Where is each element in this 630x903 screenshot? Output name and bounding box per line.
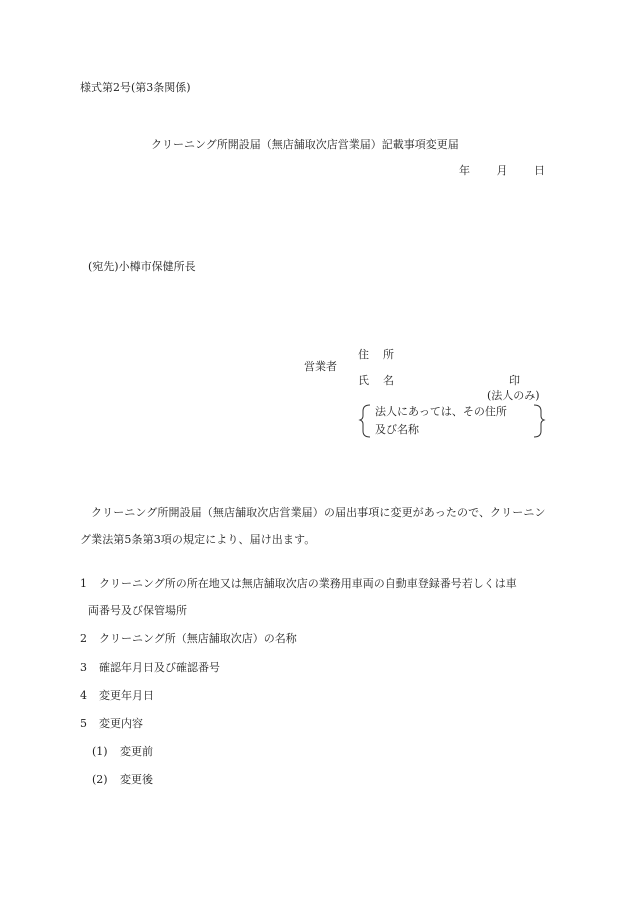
applicant-label: 営業者 [304, 360, 337, 373]
corporate-note [358, 403, 546, 439]
list-item-text: クリーニング所の所在地又は無店舗取次店の業務用車両の自動車登録番号若しくは車 [99, 577, 517, 590]
name-label-char-2: 名 [383, 374, 394, 387]
sub-item-text: 変更前 [120, 745, 153, 758]
corporate-note-line-1: 法人にあっては、その住所 [375, 405, 507, 418]
date-year-label: 年 [459, 164, 470, 177]
list-item-number: 3 [80, 661, 87, 674]
sub-item-number: (2) [92, 773, 108, 786]
list-item-text: クリーニング所（無店舗取次店）の名称 [99, 632, 297, 645]
list-item-number: 2 [80, 632, 87, 645]
body-paragraph [80, 499, 550, 553]
name-label-char-1: 氏 [358, 374, 369, 387]
addressee: (宛先)小樽市保健所長 [88, 260, 196, 273]
list-item-number: 5 [80, 717, 87, 730]
corporate-note-line-2: 及び名称 [375, 423, 419, 436]
document-title: クリーニング所開設届（無店舗取次店営業届）記載事項変更届 [151, 138, 459, 151]
name-label [358, 375, 394, 386]
sub-item-number: (1) [92, 745, 108, 758]
list-item-text: 変更内容 [99, 717, 143, 730]
address-label-char-1: 住 [358, 348, 369, 361]
list-item-1-continuation: 両番号及び保管場所 [88, 604, 187, 617]
list-item-number: 1 [80, 577, 87, 590]
date-line [459, 165, 545, 176]
list-item-text: 確認年月日及び確認番号 [99, 661, 220, 674]
list-item-number: 4 [80, 689, 87, 702]
date-month-label: 月 [496, 164, 508, 177]
form-number: 様式第2号(第3条関係) [80, 81, 191, 94]
sub-item-text: 変更後 [120, 773, 153, 786]
address-label [358, 349, 394, 360]
address-label-char-2: 所 [383, 348, 394, 361]
corp-only-note: (法人のみ) [487, 389, 540, 402]
body-paragraph-text: クリーニング所開設届（無店舗取次店営業届）の届出事項に変更があったので、クリーニング業法第5条第3項の規定により、届け出ます。 [80, 506, 546, 546]
date-day-label: 日 [534, 164, 545, 177]
seal-mark: 印 [509, 374, 520, 387]
list-item-text: 変更年月日 [99, 689, 154, 702]
